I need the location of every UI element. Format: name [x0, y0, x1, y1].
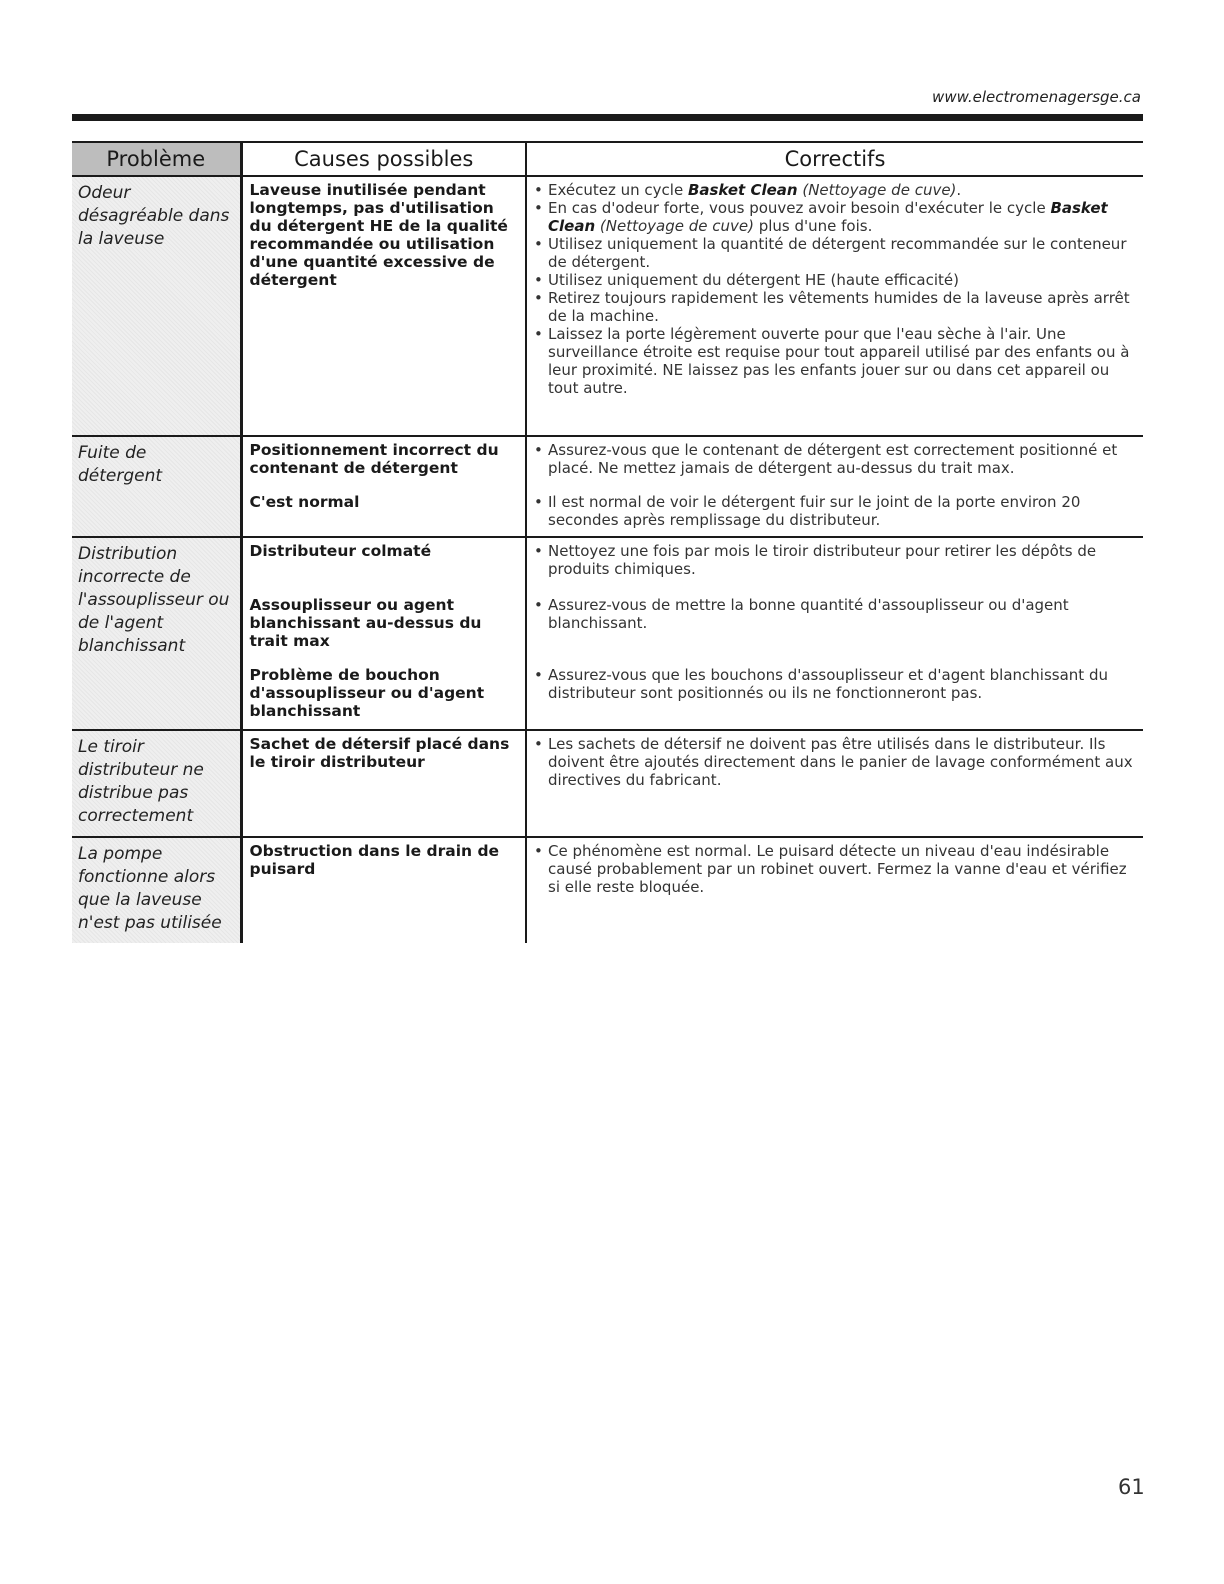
fix-item [534, 441, 1137, 477]
troubleshooting-table [72, 141, 1143, 943]
cause-item: Distributeur colmaté [249, 542, 432, 560]
fix-item [534, 235, 1137, 271]
fix-item [534, 596, 1137, 632]
fix-item [534, 325, 1137, 397]
cycle-name-translation: (Nettoyage de cuve) [595, 217, 754, 235]
fix-item [534, 181, 1137, 199]
cause-item: Sachet de détersif placé dans le tiroir distributeur [249, 735, 510, 771]
fix-group [534, 441, 1137, 493]
fix-text: Les sachets de détersif ne doivent pas être utilisés dans le distributeur. Ils doivent être ajoutés directement dans le panier de lavage conformément aux directives du fabricant. [548, 735, 1133, 789]
fix-item [534, 199, 1137, 235]
cycle-name-translation: (Nettoyage de cuve) [797, 181, 957, 199]
table-row [72, 176, 1143, 436]
page-number: 61 [1118, 1475, 1145, 1499]
bullet-icon: • [534, 542, 543, 560]
causes-cell [241, 837, 526, 943]
fix-text: Utilisez uniquement du détergent HE (haute efficacité) [548, 271, 959, 289]
cause-item: Obstruction dans le drain de puisard [249, 842, 500, 878]
bullet-icon: • [534, 441, 543, 459]
problem-cell: La pompe fonctionne alors que la laveuse n'est pas utilisée [72, 837, 241, 943]
header-causes: Causes possibles [241, 142, 526, 176]
bullet-icon: • [534, 666, 543, 684]
fixes-cell [526, 176, 1143, 436]
fix-item [534, 666, 1137, 702]
bullet-icon: • [534, 842, 543, 860]
fix-item [534, 493, 1137, 529]
cause-item: Laveuse inutilisée pendant longtemps, pas d'utilisation du détergent HE de la qualité recommandée ou utilisation d'une quantité excessive de détergent [249, 181, 508, 289]
bullet-icon: • [534, 199, 543, 217]
causes-cell [241, 537, 526, 730]
fix-text: Nettoyez une fois par mois le tiroir distributeur pour retirer les dépôts de produits chimiques. [548, 542, 1097, 578]
fix-text: Exécutez un cycle [548, 181, 688, 199]
fix-text: Assurez-vous que les bouchons d'assouplisseur et d'agent blanchissant du distributeur sont positionnés ou ils ne fonctionneront pas. [548, 666, 1108, 702]
cause-item: Assouplisseur ou agent blanchissant au-dessus du trait max [249, 596, 482, 650]
cycle-name: Basket Clean [687, 181, 798, 199]
cause-item: C'est normal [249, 493, 360, 511]
problem-cell: Odeur désagréable dans la laveuse [72, 176, 241, 436]
bullet-icon: • [534, 596, 543, 614]
header-fixes: Correctifs [526, 142, 1143, 176]
fix-text-end: plus d'une fois. [753, 217, 873, 235]
causes-cell [241, 436, 526, 537]
fix-text: En cas d'odeur forte, vous pouvez avoir besoin d'exécuter le cycle [548, 199, 1051, 217]
bullet-icon: • [534, 289, 543, 307]
fix-item [534, 542, 1137, 578]
bullet-icon: • [534, 181, 543, 199]
bullet-icon: • [534, 493, 543, 511]
fixes-cell [526, 837, 1143, 943]
bullet-icon: • [534, 235, 543, 253]
fix-item [534, 842, 1137, 896]
table-row [72, 837, 1143, 943]
fix-group [534, 493, 1137, 529]
fix-item [534, 271, 1137, 289]
fix-group [534, 181, 1137, 397]
fix-item [534, 289, 1137, 325]
table-header-row [72, 142, 1143, 176]
bullet-icon: • [534, 325, 543, 343]
cause-item: Problème de bouchon d'assouplisseur ou d'agent blanchissant [249, 666, 485, 720]
header-problem: Problème [72, 142, 241, 176]
fix-text: Assurez-vous de mettre la bonne quantité d'assouplisseur ou d'agent blanchissant. [548, 596, 1069, 632]
fix-group [534, 542, 1137, 596]
fix-group [534, 596, 1137, 666]
table-row [72, 730, 1143, 837]
fix-text-end: . [956, 181, 962, 199]
problem-cell: Le tiroir distributeur ne distribue pas correctement [72, 730, 241, 837]
fix-group [534, 735, 1137, 789]
fix-text: Ce phénomène est normal. Le puisard détecte un niveau d'eau indésirable causé probablement par un robinet ouvert. Fermez la vanne d'eau et vérifiez si elle reste bloquée. [548, 842, 1127, 896]
fix-group [534, 842, 1137, 896]
problem-cell: Fuite de détergent [72, 436, 241, 537]
fix-text: Laissez la porte légèrement ouverte pour que l'eau sèche à l'air. Une surveillance étroite est requise pour tout appareil utilisé par des enfants ou à leur proximité. NE laissez pas les enfants jouer sur ou dans cet appareil ou tout autre. [548, 325, 1130, 397]
fixes-cell [526, 537, 1143, 730]
fixes-cell [526, 436, 1143, 537]
table-row [72, 436, 1143, 537]
bullet-icon: • [534, 735, 543, 753]
fixes-cell [526, 730, 1143, 837]
top-rule [72, 114, 1143, 121]
bullet-icon: • [534, 271, 543, 289]
causes-cell [241, 176, 526, 436]
fix-text: Retirez toujours rapidement les vêtements humides de la laveuse après arrêt de la machine. [548, 289, 1130, 325]
fix-item [534, 735, 1137, 789]
cycle-name: Basket Clean [548, 199, 1108, 235]
problem-cell: Distribution incorrecte de l'assouplisseur ou de l'agent blanchissant [72, 537, 241, 730]
fix-text: Il est normal de voir le détergent fuir sur le joint de la porte environ 20 secondes après remplissage du distributeur. [548, 493, 1081, 529]
fix-text: Utilisez uniquement la quantité de détergent recommandée sur le conteneur de détergent. [548, 235, 1127, 271]
cause-item: Positionnement incorrect du contenant de détergent [249, 441, 499, 477]
fix-group [534, 666, 1137, 702]
table-row [72, 537, 1143, 730]
website-url: www.electromenagersge.ca [932, 88, 1141, 106]
causes-cell [241, 730, 526, 837]
fix-text: Assurez-vous que le contenant de détergent est correctement positionné et placé. Ne mettez jamais de détergent au-dessus du trait max. [548, 441, 1118, 477]
